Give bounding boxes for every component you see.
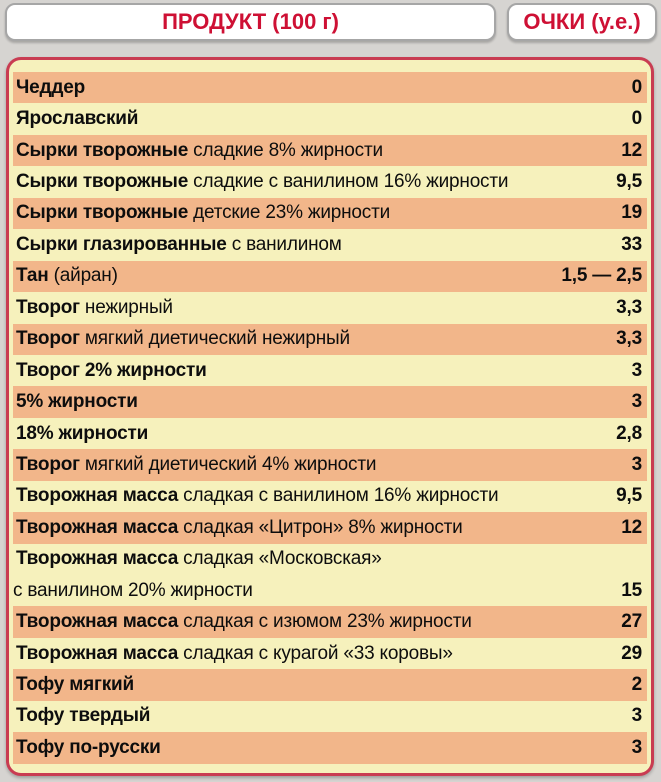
- points-value: 33: [621, 233, 642, 255]
- table-row: [13, 418, 647, 449]
- points-value: 27: [621, 611, 642, 633]
- product-name: Творог 2% жирности: [16, 359, 207, 381]
- points-value: 2: [631, 674, 642, 696]
- table-row-continuation: [13, 575, 647, 606]
- product-name: Творожная масса сладкая «Московская»: [16, 548, 382, 570]
- points-value: 29: [621, 642, 642, 664]
- points-value: 3: [631, 736, 642, 758]
- points-value: 3,3: [616, 328, 642, 350]
- product-name: Тан (айран): [16, 265, 118, 287]
- column-header-points: [507, 3, 657, 41]
- product-name: Тофу мягкий: [16, 674, 134, 696]
- product-name-continuation: с ванилином 20% жирности: [13, 579, 253, 601]
- table-row: [13, 261, 647, 292]
- product-name: Творог нежирный: [16, 296, 173, 318]
- product-name: 5% жирности: [16, 391, 138, 413]
- product-name: Сырки творожные сладкие 8% жирности: [16, 139, 383, 161]
- table-row: [13, 135, 647, 166]
- points-value: 15: [621, 579, 642, 601]
- product-name: Тофу по-русски: [16, 736, 161, 758]
- points-value: 2,8: [616, 422, 642, 444]
- points-value: 9,5: [616, 171, 642, 193]
- table-row: [13, 72, 647, 103]
- product-name: Творожная масса сладкая «Цитрон» 8% жирности: [16, 516, 463, 538]
- table-row: [13, 449, 647, 480]
- product-name: Творог мягкий диетический 4% жирности: [16, 453, 377, 475]
- table-row: [13, 606, 647, 637]
- product-name: Сырки творожные детские 23% жирности: [16, 202, 391, 224]
- points-value: 3: [631, 359, 642, 381]
- product-name: Сырки творожные сладкие с ванилином 16% жирности: [16, 171, 509, 193]
- product-name: 18% жирности: [16, 422, 149, 444]
- points-value: 0: [631, 76, 642, 98]
- points-value: 3: [631, 453, 642, 475]
- table-header: [5, 3, 657, 41]
- points-table: [6, 57, 654, 776]
- table-row: [13, 512, 647, 543]
- column-header-product: [5, 3, 496, 41]
- table-row: [13, 669, 647, 700]
- table-row: [13, 544, 647, 575]
- points-value: 9,5: [616, 485, 642, 507]
- points-value: 1,5 — 2,5: [561, 265, 642, 287]
- product-name: Творожная масса сладкая с курагой «33 коровы»: [16, 642, 453, 664]
- points-value: 12: [621, 516, 642, 538]
- product-name: Чеддер: [16, 76, 86, 98]
- table-row: [13, 638, 647, 669]
- product-name: Сырки глазированные с ванилином: [16, 233, 342, 255]
- table-row: [13, 229, 647, 260]
- points-value: 12: [621, 139, 642, 161]
- column-header-product-label: ПРОДУКТ (100 г): [162, 9, 339, 34]
- product-name: Творожная масса сладкая с изюмом 23% жирности: [16, 611, 472, 633]
- table-row: [13, 166, 647, 197]
- table-row: [13, 103, 647, 134]
- table-row: [13, 324, 647, 355]
- table-row: [13, 292, 647, 323]
- table-row: [13, 198, 647, 229]
- table-row: [13, 386, 647, 417]
- points-value: 19: [621, 202, 642, 224]
- points-value: 3: [631, 391, 642, 413]
- column-header-points-label: ОЧКИ (у.е.): [523, 9, 641, 34]
- product-name: Ярославский: [16, 108, 139, 130]
- points-value: 3,3: [616, 296, 642, 318]
- product-name: Тофу твердый: [16, 705, 151, 727]
- points-value: 0: [631, 108, 642, 130]
- table-row: [13, 701, 647, 732]
- points-value: 3: [631, 705, 642, 727]
- table-row: [13, 732, 647, 763]
- table-row: [13, 481, 647, 512]
- table-row: [13, 355, 647, 386]
- product-name: Творожная масса сладкая с ванилином 16% жирности: [16, 485, 499, 507]
- product-name: Творог мягкий диетический нежирный: [16, 328, 350, 350]
